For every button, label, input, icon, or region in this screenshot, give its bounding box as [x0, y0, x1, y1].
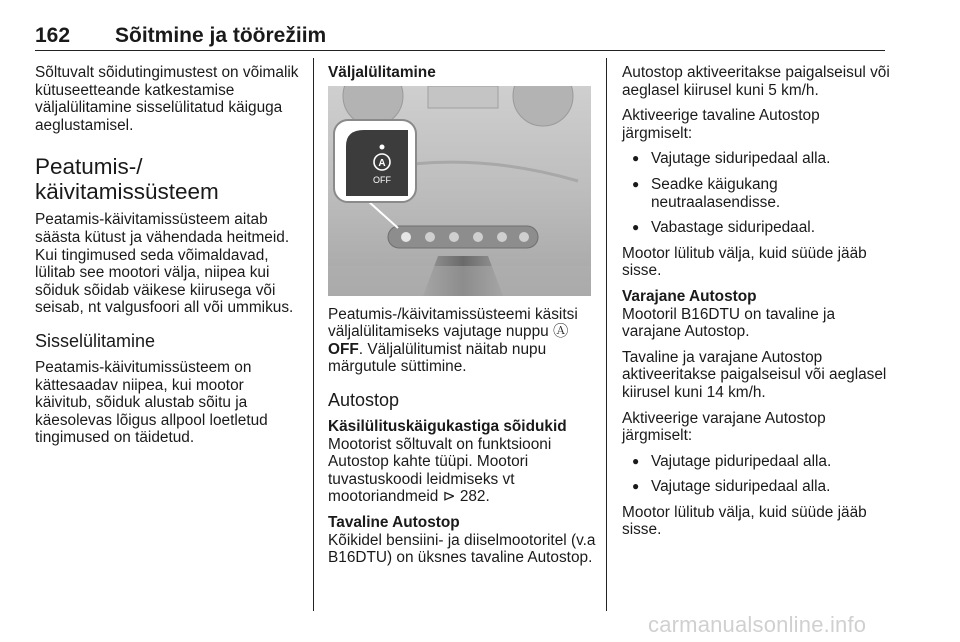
heading-normal-autostop: Tavaline Autostop	[328, 513, 460, 531]
column-3	[622, 64, 890, 547]
activation-speed-paragraph: Autostop aktiveeritakse paigalseisul või aeglasel kiirusel kuni 5 km/h.	[622, 64, 890, 99]
column-2	[328, 64, 596, 575]
engine-off-paragraph-2: Mootor lülitub välja, kuid süüde jääb sisse.	[622, 503, 867, 539]
off-term: OFF	[328, 340, 359, 358]
engine-off-paragraph: Mootor lülitub välja, kuid süüde jääb sisse.	[622, 244, 867, 280]
heading-deactivation: Väljalülitamine	[328, 64, 436, 81]
list-item: ● Vajutage siduripedaal alla.	[622, 478, 890, 496]
activation-paragraph: Peatamis-käivitumissüsteem on kättesaadav niipea, kui mootor käivitub, sõiduk alustab sõitu ja käesolevas lõigus allpool loetletud tingimused on täidetud.	[35, 358, 268, 447]
page-ref-icon: ⊳	[442, 488, 460, 506]
heading-autostop: Autostop	[328, 389, 400, 410]
header-rule	[35, 50, 885, 51]
page-number: 162	[35, 24, 71, 47]
list-item: ● Seadke käigukang neutraalasendisse.	[622, 176, 890, 211]
column-1	[35, 64, 303, 455]
button-off-label: OFF	[373, 174, 391, 185]
heading-stop-start-system: Peatumis-/ käivitamissüsteem	[35, 154, 219, 205]
deactivation-text-a: Peatumis-/käivitamissüsteemi käsitsi väljalülitamiseks vajutage nuppu Ⓐ	[328, 305, 578, 341]
list-item: ● Vajutage siduripedaal alla.	[622, 150, 890, 168]
manual-gearbox-paragraph	[328, 436, 596, 506]
activate-early-intro: Aktiveerige varajane Autostop järgmiselt:	[622, 409, 826, 445]
deactivation-text-b: . Väljalülitumist näitab nupu märgutule süttimine.	[328, 340, 547, 376]
list-item: ● Vabastage siduripedaal.	[622, 219, 890, 237]
page-ref-number: 282	[459, 488, 486, 506]
heading-manual-gearbox: Käsilülituskäigukastiga sõidukid	[328, 417, 567, 435]
early-autostop-paragraph: Mootoril B16DTU on tavaline ja varajane Autostop.	[622, 305, 836, 341]
heading-activation: Sisselülitamine	[35, 330, 156, 351]
column-divider-2	[606, 58, 607, 611]
manual-text-end: .	[485, 488, 490, 506]
early-speed-paragraph: Tavaline ja varajane Autostop aktiveeritakse paigalseisul või aeglasel kiirusel kuni 14 km/h.	[622, 348, 887, 401]
early-steps-list	[622, 453, 890, 496]
page-header	[35, 20, 885, 52]
deactivation-paragraph	[328, 306, 596, 376]
stop-start-button-illustration	[328, 86, 591, 296]
chapter-title: Sõitmine ja töörežiim	[115, 24, 327, 47]
activate-normal-intro: Aktiveerige tavaline Autostop järgmiselt:	[622, 107, 820, 142]
system-paragraph: Peatamis-käivitamissüsteem aitab säästa kütust ja vähendada heitmeid. Kui tingimused seda võimaldavad, lülitab see mootori välja, niipea kui sõiduk sõidab väikese kiirusega või seisab, nt valgusfoori all või ummikus.	[35, 211, 294, 317]
list-item: ● Vajutage piduripedaal alla.	[622, 453, 890, 471]
normal-autostop-paragraph: Kõikidel bensiini- ja diiselmootoritel (v.a B16DTU) on üksnes tavaline Autostop.	[328, 531, 596, 567]
normal-steps-list	[622, 150, 890, 236]
watermark: carmanualsonline.info	[648, 612, 867, 637]
column-divider-1	[313, 58, 314, 611]
heading-early-autostop: Varajane Autostop	[622, 287, 757, 305]
svg-text:A: A	[378, 157, 386, 169]
intro-paragraph: Sõltuvalt sõidutingimustest on võimalik kütuseetteande katkestamise väljalülitamine sisselülitatud käiguga aeglustamisel.	[35, 64, 299, 134]
manual-text: Mootorist sõltuvalt on funktsiooni Autostop kahte tüüpi. Mootori tuvastuskoodi leidmiseks vt mootoriandmeid	[328, 435, 552, 506]
